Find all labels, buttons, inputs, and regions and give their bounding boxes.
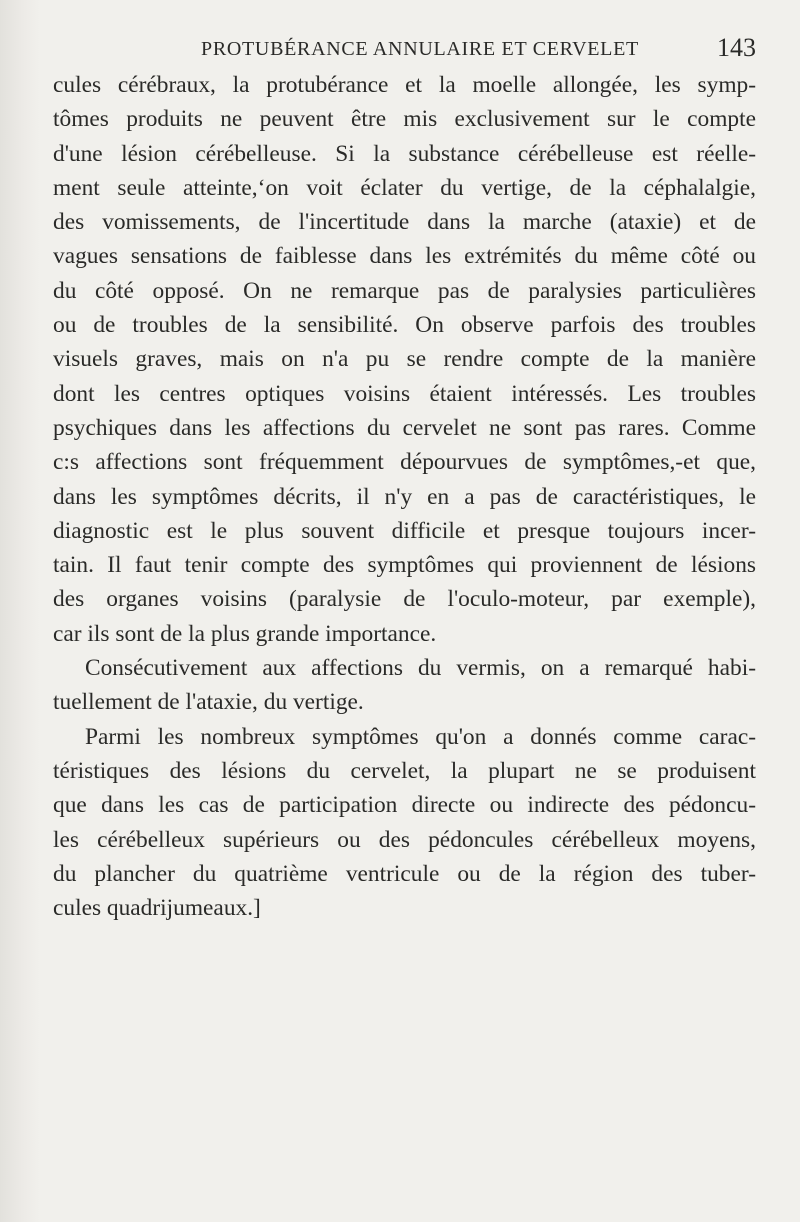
page-gutter-shade [0,0,40,1222]
text-line: ou de troubles de la sensibilité. On observe parfois des troubles [53,312,756,339]
text-line: que dans les cas de participation directe ou indirecte des pédoncu- [53,792,756,819]
text-line: diagnostic est le plus souvent difficile et presque toujours incer- [53,517,756,544]
book-page [53,0,763,1222]
text-line: téristiques des lésions du cervelet, la plupart ne se produisent [53,757,756,784]
text-line: d'une lésion cérébelleuse. Si la substance cérébelleuse est réelle- [53,140,756,167]
text-line: car ils sont de la plus grande importance. [53,620,437,647]
text-line: dans les symptômes décrits, il n'y en a pas de caractéristiques, le [53,483,756,510]
text-line: vagues sensations de faiblesse dans les extrémités du même côté ou [53,243,756,270]
text-line: dont les centres optiques voisins étaient intéressés. Les troubles [53,380,756,407]
text-line: Parmi les nombreux symptômes qu'on a donnés comme carac- [85,723,756,750]
text-line: tômes produits ne peuvent être mis exclusivement sur le compte [53,106,756,133]
text-line: les cérébelleux supérieurs ou des pédoncules cérébelleux moyens, [53,826,756,853]
text-line: des vomissements, de l'incertitude dans la marche (ataxie) et de [53,209,756,236]
body-text [53,68,756,925]
text-line: visuels graves, mais on n'a pu se rendre compte de la manière [53,346,756,373]
text-line: des organes voisins (paralysie de l'oculo-moteur, par exemple), [53,586,756,613]
running-title: PROTUBÉRANCE ANNULAIRE ET CERVELET [201,38,639,60]
running-head [53,33,756,66]
text-line: cules quadrijumeaux.] [53,895,261,922]
text-line: Consécutivement aux affections du vermis, on a remarqué habi- [85,655,756,682]
text-line: tuellement de l'ataxie, du vertige. [53,689,364,716]
text-line: cules cérébraux, la protubérance et la moelle allongée, les symp- [53,72,756,98]
text-line: psychiques dans les affections du cervelet ne sont pas rares. Comme [53,414,756,441]
text-line: c:s affections sont fréquemment dépourvues de symptômes,-et que, [53,449,756,476]
text-line: du côté opposé. On ne remarque pas de paralysies particulières [53,277,756,304]
text-line: tain. Il faut tenir compte des symptômes qui proviennent de lésions [53,552,756,579]
text-line: ment seule atteinte,‘on voit éclater du vertige, de la céphalalgie, [53,174,756,201]
text-line: du plancher du quatrième ventricule ou de la région des tuber- [53,860,756,887]
page-number: 143 [717,33,756,62]
